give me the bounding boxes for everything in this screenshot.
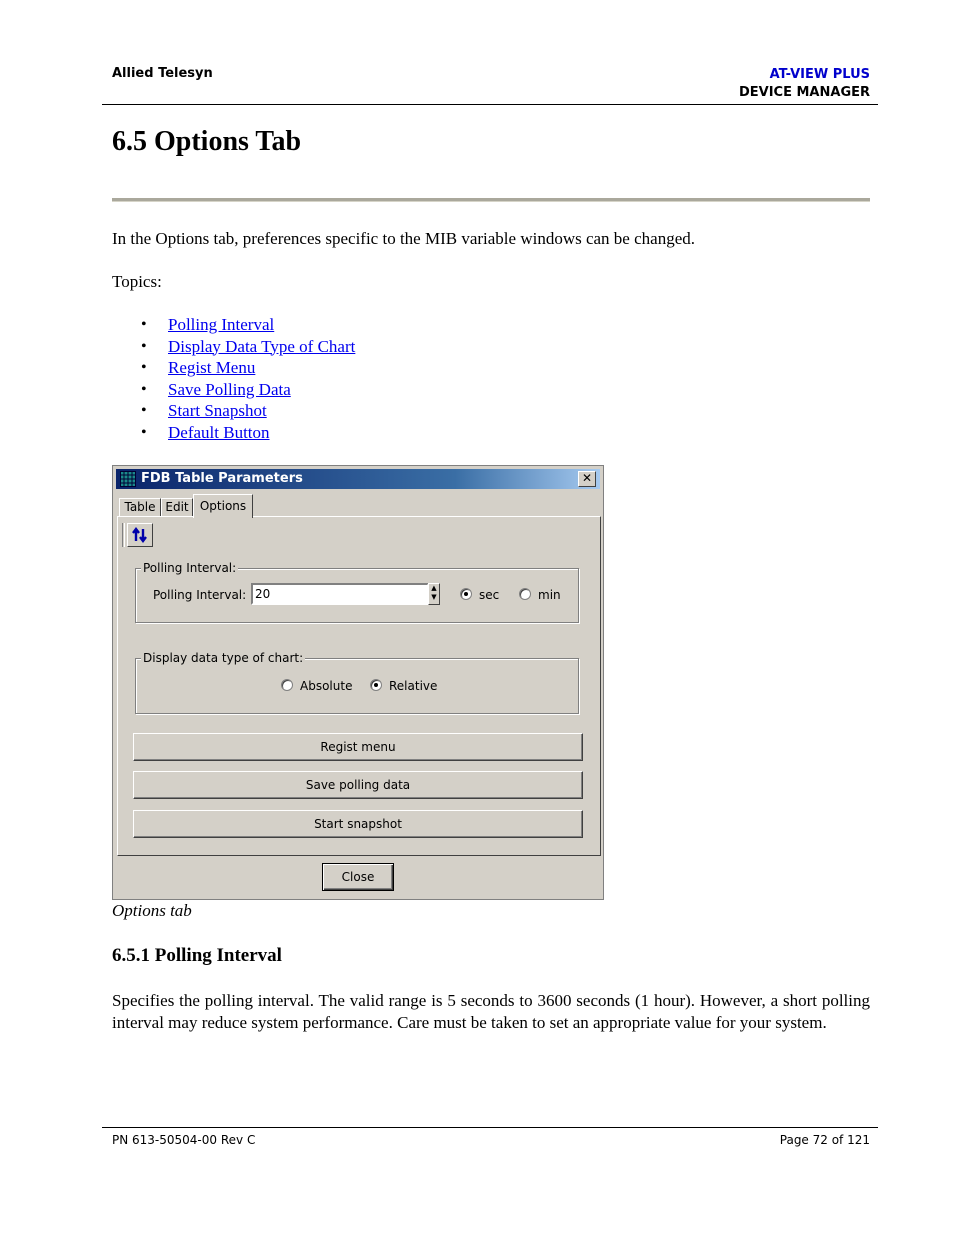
topic-link-default-button[interactable]: Default Button: [168, 422, 270, 442]
header-company: Allied Telesyn: [112, 66, 213, 81]
list-item: [112, 400, 355, 422]
list-item: [112, 314, 355, 336]
dialog-title-bar[interactable]: [116, 469, 600, 489]
radio-relative[interactable]: [370, 679, 382, 691]
radio-absolute[interactable]: [281, 679, 293, 691]
tab-options[interactable]: Options: [193, 494, 253, 518]
refresh-icon: [128, 524, 152, 546]
title-rule: [112, 198, 870, 202]
list-item: [112, 379, 355, 401]
refresh-button[interactable]: [127, 523, 153, 547]
save-polling-data-button[interactable]: Save polling data: [133, 771, 583, 799]
polling-interval-spinner[interactable]: [428, 583, 440, 605]
close-button[interactable]: Close: [322, 863, 394, 891]
fdb-table-parameters-dialog: [112, 465, 604, 900]
radio-sec[interactable]: [460, 588, 472, 600]
header-rule: [102, 104, 878, 105]
section-heading: 6.5.1 Polling Interval: [112, 945, 282, 966]
topic-link-regist-menu[interactable]: Regist Menu: [168, 358, 256, 378]
topics-label: Topics:: [112, 272, 162, 291]
figure-caption: Options tab: [112, 901, 192, 920]
close-icon[interactable]: ✕: [578, 471, 596, 487]
list-item: [112, 422, 355, 444]
tab-table[interactable]: Table: [119, 498, 161, 517]
toolbar-separator: [122, 523, 125, 547]
regist-menu-button[interactable]: Regist menu: [133, 733, 583, 761]
start-snapshot-button[interactable]: Start snapshot: [133, 810, 583, 838]
chart-group-label: Display data type of chart:: [143, 651, 304, 665]
radio-min[interactable]: [519, 588, 531, 600]
polling-group-label: Polling Interval:: [143, 561, 237, 575]
tab-edit[interactable]: Edit: [161, 498, 193, 517]
radio-absolute-label: Absolute: [300, 679, 353, 693]
footer-part-number: PN 613-50504-00 Rev C: [112, 1133, 256, 1147]
topic-link-start-snapshot[interactable]: Start Snapshot: [168, 401, 267, 421]
radio-relative-label: Relative: [389, 679, 438, 693]
footer-page-number: Page 72 of 121: [779, 1133, 870, 1147]
topics-list: [112, 314, 355, 444]
spin-down-icon: ▼: [431, 593, 437, 601]
display-data-type-group: [135, 651, 579, 714]
intro-paragraph: In the Options tab, preferences specific to the MIB variable windows can be changed.: [112, 229, 695, 248]
radio-sec-label: sec: [479, 588, 500, 602]
header-product-block: [739, 66, 870, 102]
header-section: DEVICE MANAGER: [738, 85, 870, 100]
topic-link-save-polling-data[interactable]: Save Polling Data: [168, 379, 291, 399]
topic-link-polling-interval[interactable]: Polling Interval: [168, 315, 275, 334]
dialog-title: FDB Table Parameters: [141, 471, 303, 486]
list-item: [112, 357, 355, 379]
footer-rule: [102, 1127, 878, 1128]
radio-min-label: min: [538, 588, 561, 602]
topic-link-display-data-type[interactable]: Display Data Type of Chart: [168, 336, 356, 356]
header-product: AT-VIEW PLUS: [769, 67, 870, 82]
list-item: [112, 336, 355, 358]
spin-up-icon: ▲: [431, 584, 437, 592]
body-paragraph: Specifies the polling interval. The valid range is 5 seconds to 3600 seconds (1 hour). However, a short polling interval may reduce system performance. Care must be taken to set an appropriate value for your system.: [112, 991, 870, 1032]
polling-interval-input[interactable]: 20: [251, 583, 429, 605]
table-grid-icon: [120, 471, 136, 487]
page-title: 6.5 Options Tab: [112, 126, 302, 157]
polling-interval-label: Polling Interval:: [153, 588, 247, 602]
